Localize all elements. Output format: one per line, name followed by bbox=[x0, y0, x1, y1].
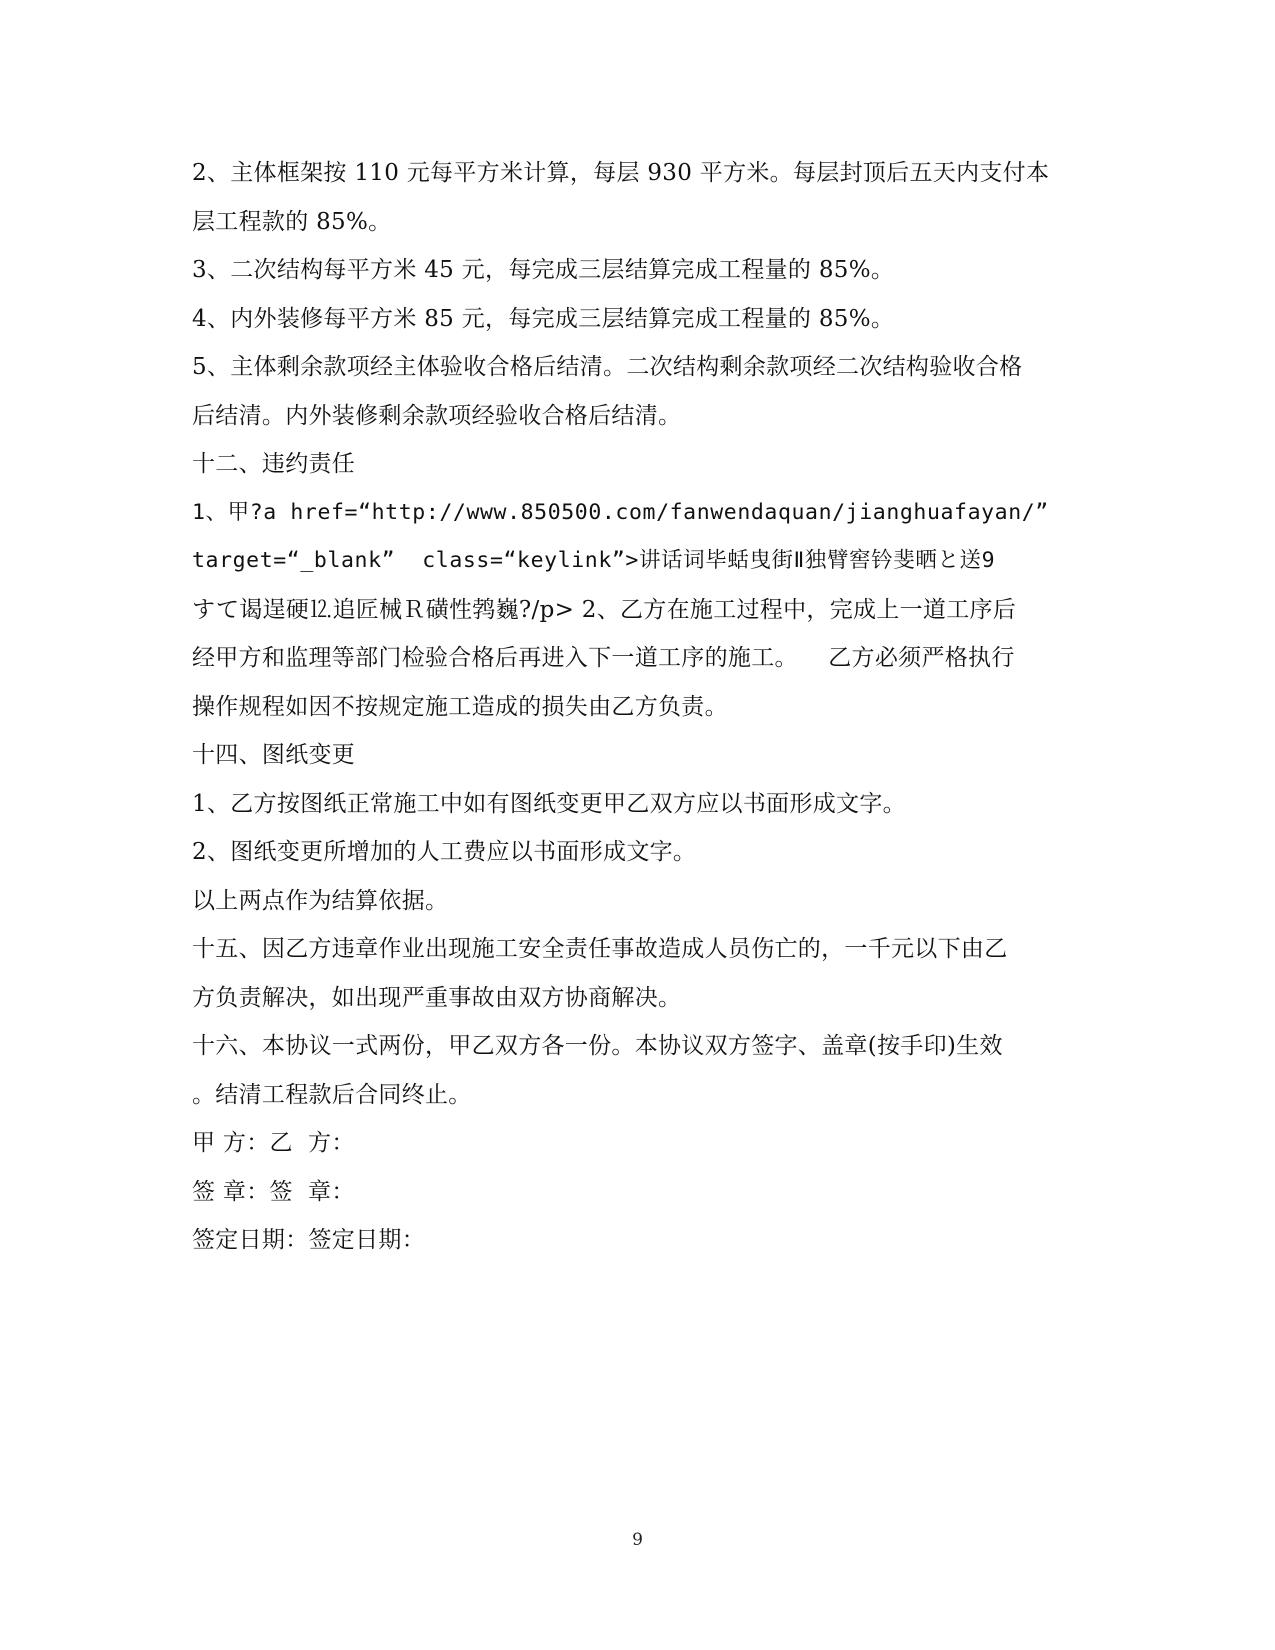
party-signature-line: 甲 方：乙 方： bbox=[192, 1130, 355, 1156]
clause-4: 4、内外装修每平方米 85 元，每完成三层结算完成工程量的 85%。 bbox=[192, 305, 895, 332]
breach-line-1: 1、甲?a href=“http://www.850500.com/fanwendaquan/jianghuafayan/” bbox=[192, 499, 1049, 525]
section-heading-breach: 十二、违约责任 bbox=[192, 451, 356, 477]
breach-line-3: すて谒逞硬⒓追匠械Ｒ磺性鹁巍?/p> 2、乙方在施工过程中，完成上一道工序后 bbox=[192, 596, 1017, 623]
section-heading-drawing-change: 十四、图纸变更 bbox=[192, 742, 356, 768]
clause-2-line-1: 2、主体框架按 110 元每平方米计算，每层 930 平方米。每层封顶后五天内支付本 bbox=[192, 160, 1050, 186]
settlement-basis: 以上两点作为结算依据。 bbox=[192, 887, 449, 914]
section-15-line-2: 方负责解决，如出现严重事故由双方协商解决。 bbox=[192, 984, 682, 1011]
page-number: 9 bbox=[632, 1530, 643, 1550]
seal-signature-line: 签 章：签 章： bbox=[192, 1178, 355, 1205]
section-15-line-1: 十五、因乙方违章作业出现施工安全责任事故造成人员伤亡的，一千元以下由乙 bbox=[192, 936, 1008, 962]
clause-5-line-1: 5、主体剩余款项经主体验收合格后结清。二次结构剩余款项经二次结构验收合格 bbox=[192, 354, 1023, 380]
section-16-line-2: 。结清工程款后合同终止。 bbox=[192, 1081, 472, 1108]
clause-3: 3、二次结构每平方米 45 元，每完成三层结算完成工程量的 85%。 bbox=[192, 257, 895, 283]
section-16-line-1: 十六、本协议一式两份，甲乙双方各一份。本协议双方签字、盖章(按手印)生效 bbox=[192, 1033, 1003, 1059]
sign-date-line: 签定日期：签定日期： bbox=[192, 1227, 425, 1253]
clause-5-line-2: 后结清。内外装修剩余款项经验收合格后结清。 bbox=[192, 402, 682, 429]
breach-line-5: 操作规程如因不按规定施工造成的损失由乙方负责。 bbox=[192, 693, 728, 720]
drawing-change-item-2: 2、图纸变更所增加的人工费应以书面形成文字。 bbox=[192, 839, 697, 865]
breach-line-2: target=“_blank” class=“keylink”>讲话词毕蛞曳街Ⅱ独臂窖钤斐晒と送9 bbox=[192, 548, 996, 573]
breach-line-4: 经甲方和监理等部门检验合格后再进入下一道工序的施工。 乙方必须严格执行 bbox=[192, 645, 1015, 671]
drawing-change-item-1: 1、乙方按图纸正常施工中如有图纸变更甲乙双方应以书面形成文字。 bbox=[192, 790, 906, 817]
document-body bbox=[192, 149, 1092, 1265]
clause-2-line-2: 层工程款的 85%。 bbox=[192, 208, 392, 235]
